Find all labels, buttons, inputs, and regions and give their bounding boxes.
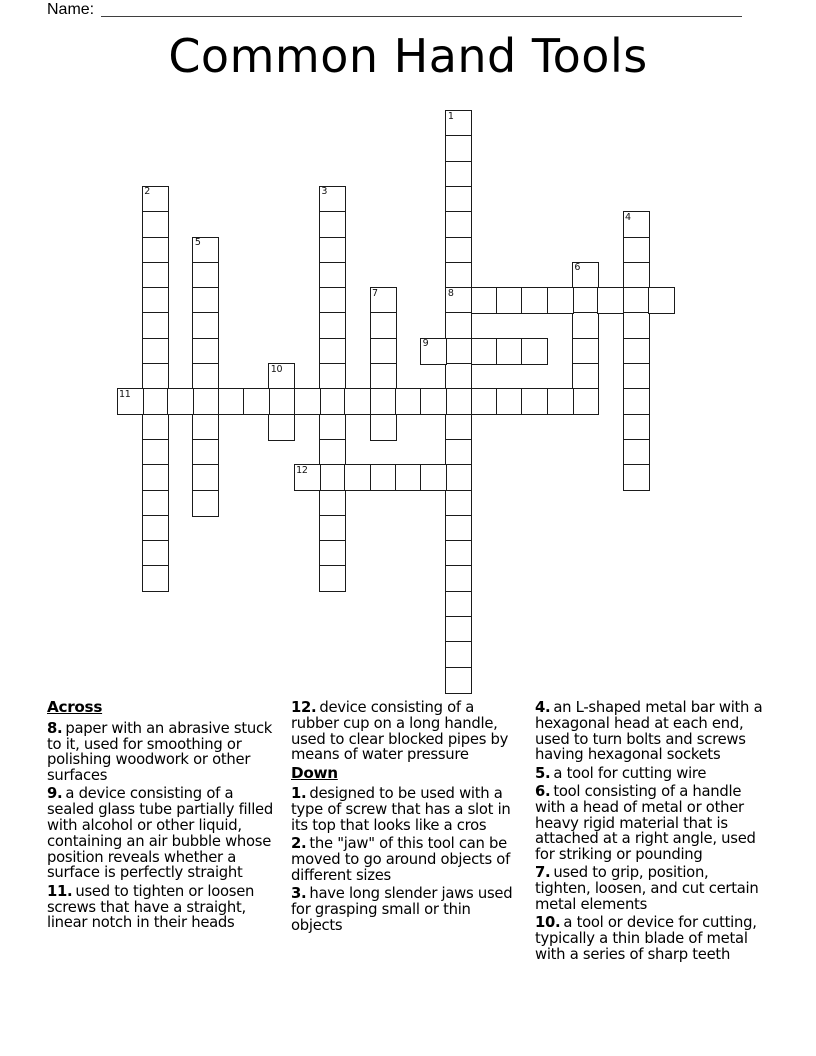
clue-item — [47, 884, 280, 931]
grid-cell[interactable] — [597, 287, 624, 314]
clue-item — [535, 784, 768, 863]
grid-cell[interactable] — [167, 388, 194, 415]
grid-cell[interactable] — [319, 464, 346, 491]
grid-cell[interactable] — [521, 287, 548, 314]
grid-cell[interactable] — [319, 540, 346, 567]
grid-cell[interactable] — [370, 338, 397, 365]
cell-number: 6 — [574, 262, 581, 274]
clue-number: 7. — [535, 864, 551, 882]
grid-cell[interactable] — [319, 414, 346, 441]
clue-column — [535, 700, 768, 965]
grid-cell[interactable] — [344, 464, 371, 491]
grid-cell[interactable] — [142, 186, 169, 213]
clue-item — [47, 721, 280, 784]
grid-cell[interactable] — [319, 312, 346, 339]
grid-cell[interactable] — [420, 388, 447, 415]
grid-cell[interactable] — [370, 464, 397, 491]
grid-cell[interactable] — [142, 414, 169, 441]
grid-cell[interactable] — [445, 388, 472, 415]
grid-cell[interactable] — [142, 540, 169, 567]
grid-cell[interactable] — [142, 312, 169, 339]
grid-cell[interactable] — [319, 186, 346, 213]
grid-cell[interactable] — [370, 312, 397, 339]
grid-cell[interactable] — [572, 262, 599, 289]
grid-cell[interactable] — [294, 464, 321, 491]
clue-item — [535, 915, 768, 962]
clue-number: 6. — [535, 782, 551, 800]
clue-text: an L-shaped metal bar with a hexagonal head at each end, used to turn bolts and screws having hexagonal sockets — [535, 699, 763, 764]
grid-cell[interactable] — [623, 414, 650, 441]
grid-cell[interactable] — [268, 363, 295, 390]
grid-cell[interactable] — [623, 363, 650, 390]
grid-cell[interactable] — [192, 490, 219, 517]
grid-cell[interactable] — [445, 667, 472, 694]
clue-item — [535, 865, 768, 912]
grid-cell[interactable] — [623, 262, 650, 289]
grid-cell[interactable] — [420, 464, 447, 491]
clue-item — [47, 786, 280, 881]
clue-list-header: Across — [47, 698, 103, 716]
grid-cell[interactable] — [319, 237, 346, 264]
grid-cell[interactable] — [471, 287, 498, 314]
cell-number: 12 — [296, 464, 308, 476]
grid-cell[interactable] — [117, 388, 144, 415]
clue-item — [291, 786, 524, 833]
grid-cell[interactable] — [243, 388, 270, 415]
grid-cell[interactable] — [445, 414, 472, 441]
cell-number: 5 — [194, 237, 201, 248]
clue-text: device consisting of a rubber cup on a long handle, used to clear blocked pipes by means of water pressure — [291, 699, 509, 764]
grid-cell[interactable] — [623, 211, 650, 238]
grid-cell[interactable] — [142, 565, 169, 592]
cell-number: 3 — [321, 186, 328, 198]
grid-cell[interactable] — [319, 565, 346, 592]
clue-text: used to grip, position, tighten, loosen, and cut certain metal elements — [535, 864, 759, 914]
clue-list-header: Down — [291, 763, 338, 782]
grid-cell[interactable] — [192, 464, 219, 491]
grid-cell[interactable] — [445, 262, 472, 289]
clue-item — [291, 700, 524, 763]
grid-cell[interactable] — [445, 490, 472, 517]
grid-cell[interactable] — [370, 388, 397, 415]
clue-text: a tool or device for cutting, typically a thin blade of metal with a series of sharp teeth — [535, 914, 757, 963]
clues-section — [47, 700, 769, 965]
grid-cell[interactable] — [445, 211, 472, 238]
grid-cell[interactable] — [445, 161, 472, 188]
grid-cell[interactable] — [395, 388, 422, 415]
clue-text: designed to be used with a type of screw that has a slot in its top that looks like a cros — [291, 785, 511, 835]
grid-cell[interactable] — [142, 363, 169, 390]
grid-cell[interactable] — [572, 287, 599, 314]
grid-cell[interactable] — [142, 262, 169, 289]
grid-cell[interactable] — [623, 338, 650, 365]
grid-cell[interactable] — [142, 338, 169, 365]
cell-number: 4 — [625, 211, 631, 223]
grid-cell[interactable] — [496, 287, 523, 314]
grid-cell[interactable] — [445, 591, 472, 618]
grid-cell[interactable] — [370, 287, 397, 314]
grid-cell[interactable] — [319, 338, 346, 365]
grid-cell[interactable] — [294, 388, 321, 415]
grid-cell[interactable] — [319, 262, 346, 289]
grid-cell[interactable] — [192, 287, 219, 314]
grid-cell[interactable] — [623, 388, 650, 415]
grid-cell[interactable] — [445, 363, 472, 390]
grid-cell[interactable] — [572, 363, 599, 390]
crossword-grid — [117, 110, 676, 694]
grid-cell[interactable] — [192, 312, 219, 339]
clue-text: used to tighten or loosen screws that have a straight, linear notch in their heads — [47, 882, 255, 932]
grid-cell[interactable] — [142, 515, 169, 542]
grid-cell[interactable] — [445, 338, 472, 365]
clue-column — [291, 700, 524, 965]
grid-cell[interactable] — [623, 464, 650, 491]
name-label: Name: — [47, 1, 95, 18]
grid-cell[interactable] — [547, 388, 574, 415]
clue-text: the "jaw" of this tool can be moved to go around objects of different sizes — [291, 835, 511, 884]
grid-cell[interactable] — [319, 490, 346, 517]
grid-cell[interactable] — [319, 388, 346, 415]
clue-item — [535, 766, 768, 782]
clue-number: 8. — [47, 719, 63, 737]
grid-cell[interactable] — [268, 414, 295, 441]
grid-cell[interactable] — [142, 490, 169, 517]
clue-number: 1. — [291, 785, 307, 803]
grid-cell[interactable] — [420, 338, 447, 365]
name-fill-line[interactable] — [101, 2, 742, 17]
grid-cell[interactable] — [142, 287, 169, 314]
grid-cell[interactable] — [547, 287, 574, 314]
grid-cell[interactable] — [521, 388, 548, 415]
grid-cell[interactable] — [471, 338, 498, 365]
grid-cell[interactable] — [572, 312, 599, 339]
grid-cell[interactable] — [445, 515, 472, 542]
grid-cell[interactable] — [192, 439, 219, 466]
clue-column — [47, 700, 280, 965]
clue-item — [535, 700, 768, 763]
grid-cell[interactable] — [344, 388, 371, 415]
grid-cell[interactable] — [445, 565, 472, 592]
grid-cell[interactable] — [319, 287, 346, 314]
grid-cell[interactable] — [623, 312, 650, 339]
grid-cell[interactable] — [268, 388, 295, 415]
clue-text: paper with an abrasive stuck to it, used for smoothing or polishing woodwork or other surfaces — [47, 719, 273, 785]
grid-cell[interactable] — [445, 464, 472, 491]
grid-cell[interactable] — [572, 388, 599, 415]
grid-cell[interactable] — [192, 237, 219, 264]
grid-cell[interactable] — [142, 439, 169, 466]
grid-cell[interactable] — [623, 439, 650, 466]
clue-text: have long slender jaws used for grasping small or thin objects — [291, 885, 513, 934]
grid-cell[interactable] — [496, 388, 523, 415]
grid-cell[interactable] — [142, 237, 169, 264]
cell-number: 7 — [372, 287, 378, 299]
clue-number: 3. — [291, 885, 307, 903]
grid-cell[interactable] — [445, 641, 472, 668]
cell-number: 8 — [447, 287, 454, 299]
grid-cell[interactable] — [218, 388, 245, 415]
grid-cell[interactable] — [445, 135, 472, 162]
grid-cell[interactable] — [142, 388, 169, 415]
grid-cell[interactable] — [142, 464, 169, 491]
clue-text: a device consisting of a sealed glass tube partially filled with alcohol or other liquid, containing an air bubble whose position reveals whether a surface is perfectly straight — [47, 785, 273, 882]
cell-number: 9 — [422, 338, 429, 350]
cell-number: 11 — [119, 388, 131, 400]
grid-cell[interactable] — [192, 338, 219, 365]
grid-cell[interactable] — [319, 363, 346, 390]
grid-cell[interactable] — [445, 237, 472, 264]
clue-number: 2. — [291, 835, 307, 853]
grid-cell[interactable] — [395, 464, 422, 491]
grid-cell[interactable] — [572, 338, 599, 365]
grid-cell[interactable] — [496, 338, 523, 365]
clue-number: 9. — [47, 785, 63, 803]
grid-cell[interactable] — [192, 262, 219, 289]
cell-number: 2 — [144, 186, 151, 198]
grid-cell[interactable] — [623, 237, 650, 264]
grid-cell[interactable] — [445, 616, 472, 643]
grid-cell[interactable] — [648, 287, 675, 314]
grid-cell[interactable] — [521, 338, 548, 365]
clue-text: tool consisting of a handle with a head of metal or other heavy rigid material that is attached at a right angle, used for striking or pounding — [535, 782, 756, 864]
grid-cell[interactable] — [370, 363, 397, 390]
grid-cell[interactable] — [623, 287, 650, 314]
clue-number: 10. — [535, 914, 561, 932]
clue-number: 5. — [535, 764, 551, 782]
grid-cell[interactable] — [319, 211, 346, 238]
cell-number: 10 — [270, 363, 283, 375]
grid-cell[interactable] — [445, 287, 472, 314]
grid-cell[interactable] — [319, 515, 346, 542]
grid-cell[interactable] — [192, 388, 219, 415]
grid-cell[interactable] — [192, 414, 219, 441]
grid-cell[interactable] — [192, 363, 219, 390]
grid-cell[interactable] — [142, 211, 169, 238]
grid-cell[interactable] — [319, 439, 346, 466]
grid-cell[interactable] — [445, 439, 472, 466]
clue-item — [291, 886, 524, 933]
clue-text: a tool for cutting wire — [553, 764, 707, 782]
grid-cell[interactable] — [370, 414, 397, 441]
grid-cell[interactable] — [471, 388, 498, 415]
clue-item — [291, 836, 524, 883]
grid-cell[interactable] — [445, 540, 472, 567]
clue-number: 12. — [291, 699, 317, 716]
cell-number: 1 — [447, 110, 454, 122]
clue-number: 4. — [535, 699, 551, 716]
grid-cell[interactable] — [445, 312, 472, 339]
grid-cell[interactable] — [445, 186, 472, 213]
clue-number: 11. — [47, 882, 73, 900]
grid-cell[interactable] — [445, 110, 472, 137]
puzzle-title: Common Hand Tools — [168, 29, 648, 83]
